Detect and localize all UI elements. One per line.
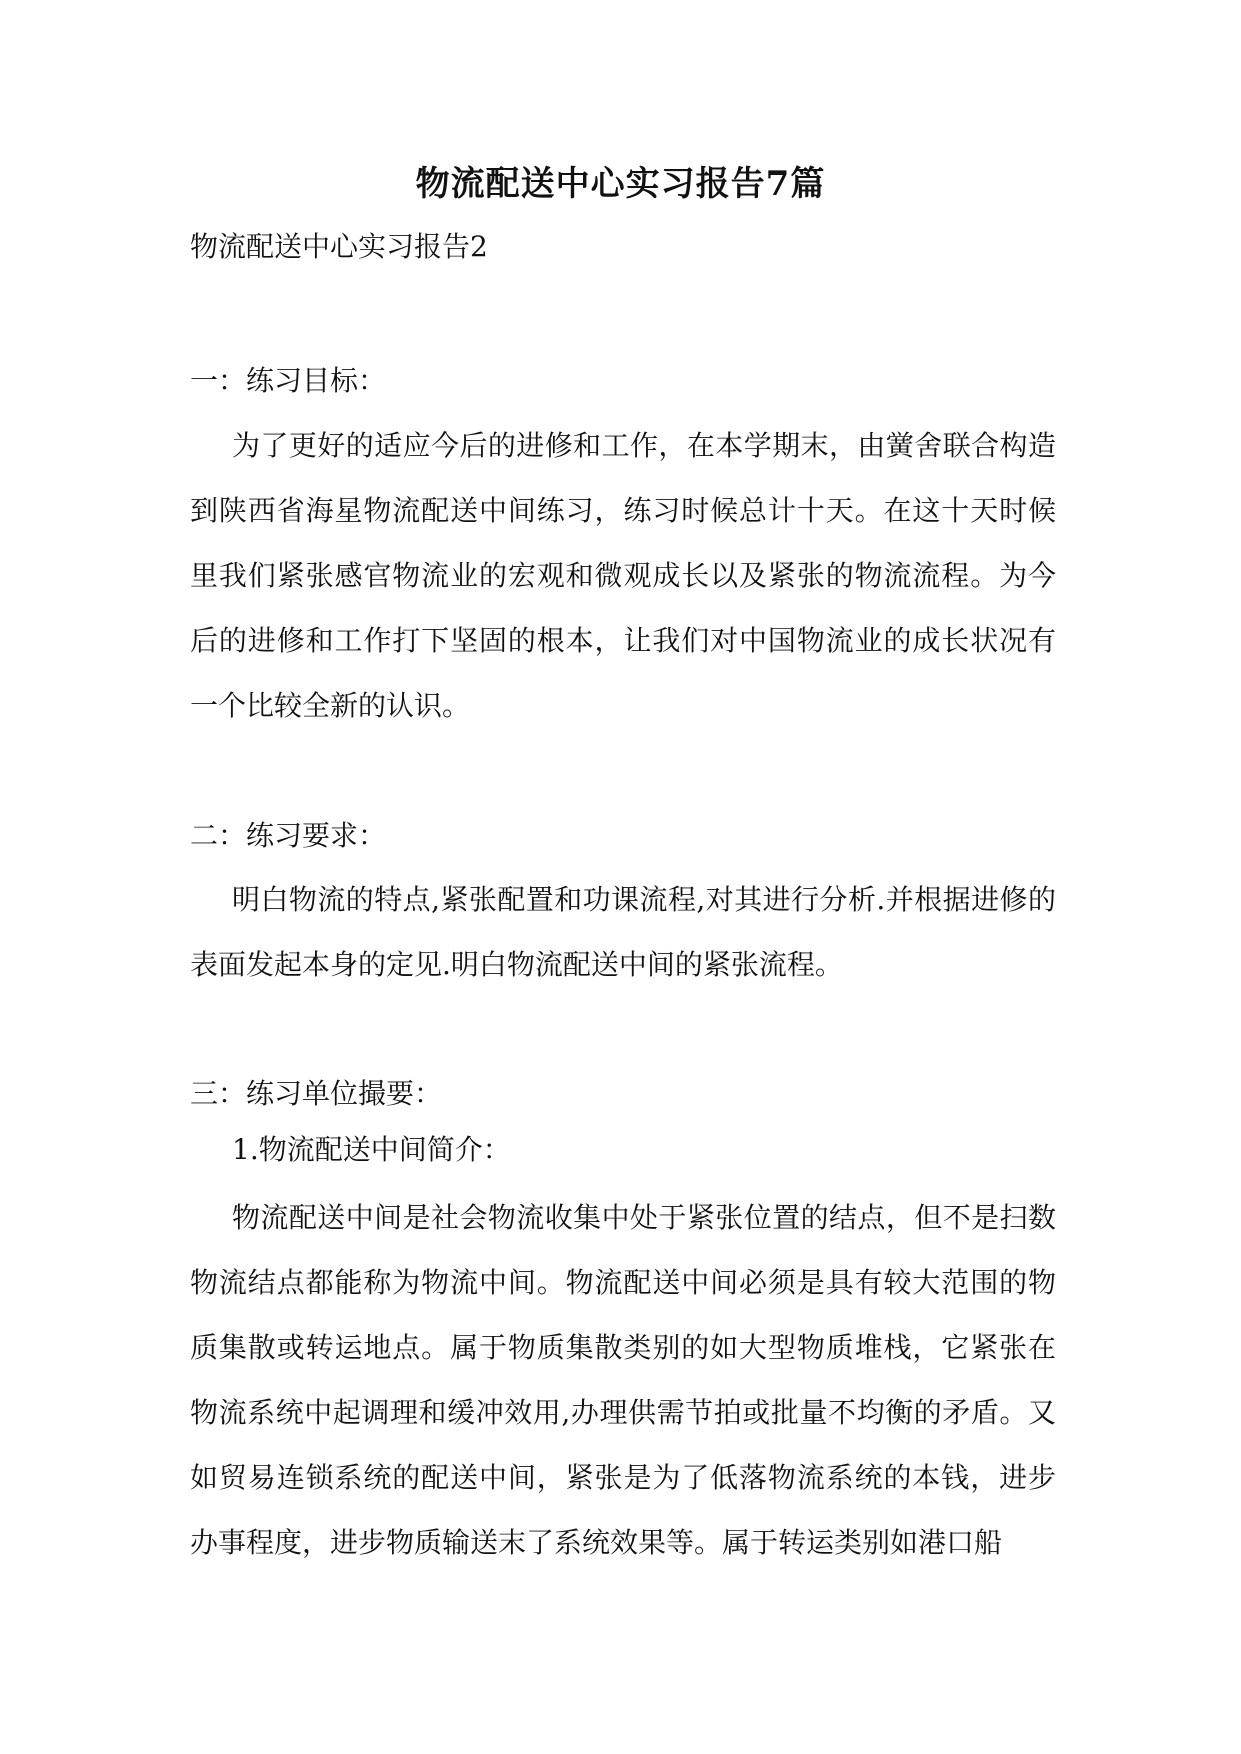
document-subtitle: 物流配送中心实习报告2 — [190, 230, 488, 263]
section-heading-1: 一：练习目标： — [190, 364, 387, 397]
section-paragraph-1: 为了更好的适应今后的进修和工作，在本学期末，由黉舍联合构造到陕西省海星物流配送中间练习，练习时候总计十天。在这十天时候里我们紧张感官物流业的宏观和微观成长以及紧张的物流流程。为今后的进修和工作打下坚固的根本，让我们对中国物流业的成长状况有一个比较全新的认识。 — [190, 429, 1056, 722]
document-title: 物流配送中心实习报告7篇 — [415, 164, 826, 204]
section-subheading-3-1: 1.物流配送中间简介： — [232, 1133, 511, 1166]
section-paragraph-2: 明白物流的特点,紧张配置和功课流程,对其进行分析.并根据进修的表面发起本身的定见.明白物流配送中间的紧张流程。 — [190, 883, 1056, 981]
section-heading-2: 二：练习要求： — [190, 819, 387, 852]
section-paragraph-3: 物流配送中间是社会物流收集中处于紧张位置的结点，但不是扫数物流结点都能称为物流中间。物流配送中间必须是具有较大范围的物质集散或转运地点。属于物质集散类别的如大型物质堆栈，它紧张在物流系统中起调理和缓冲效用,办理供需节拍或批量不均衡的矛盾。又如贸易连锁系统的配送中间，紧张是为了低落物流系统的本钱，进步办事程度，进步物质输送末了系统效果等。属于转运类别如港口船 — [190, 1201, 1056, 1559]
section-heading-3: 三：练习单位撮要： — [190, 1077, 443, 1110]
